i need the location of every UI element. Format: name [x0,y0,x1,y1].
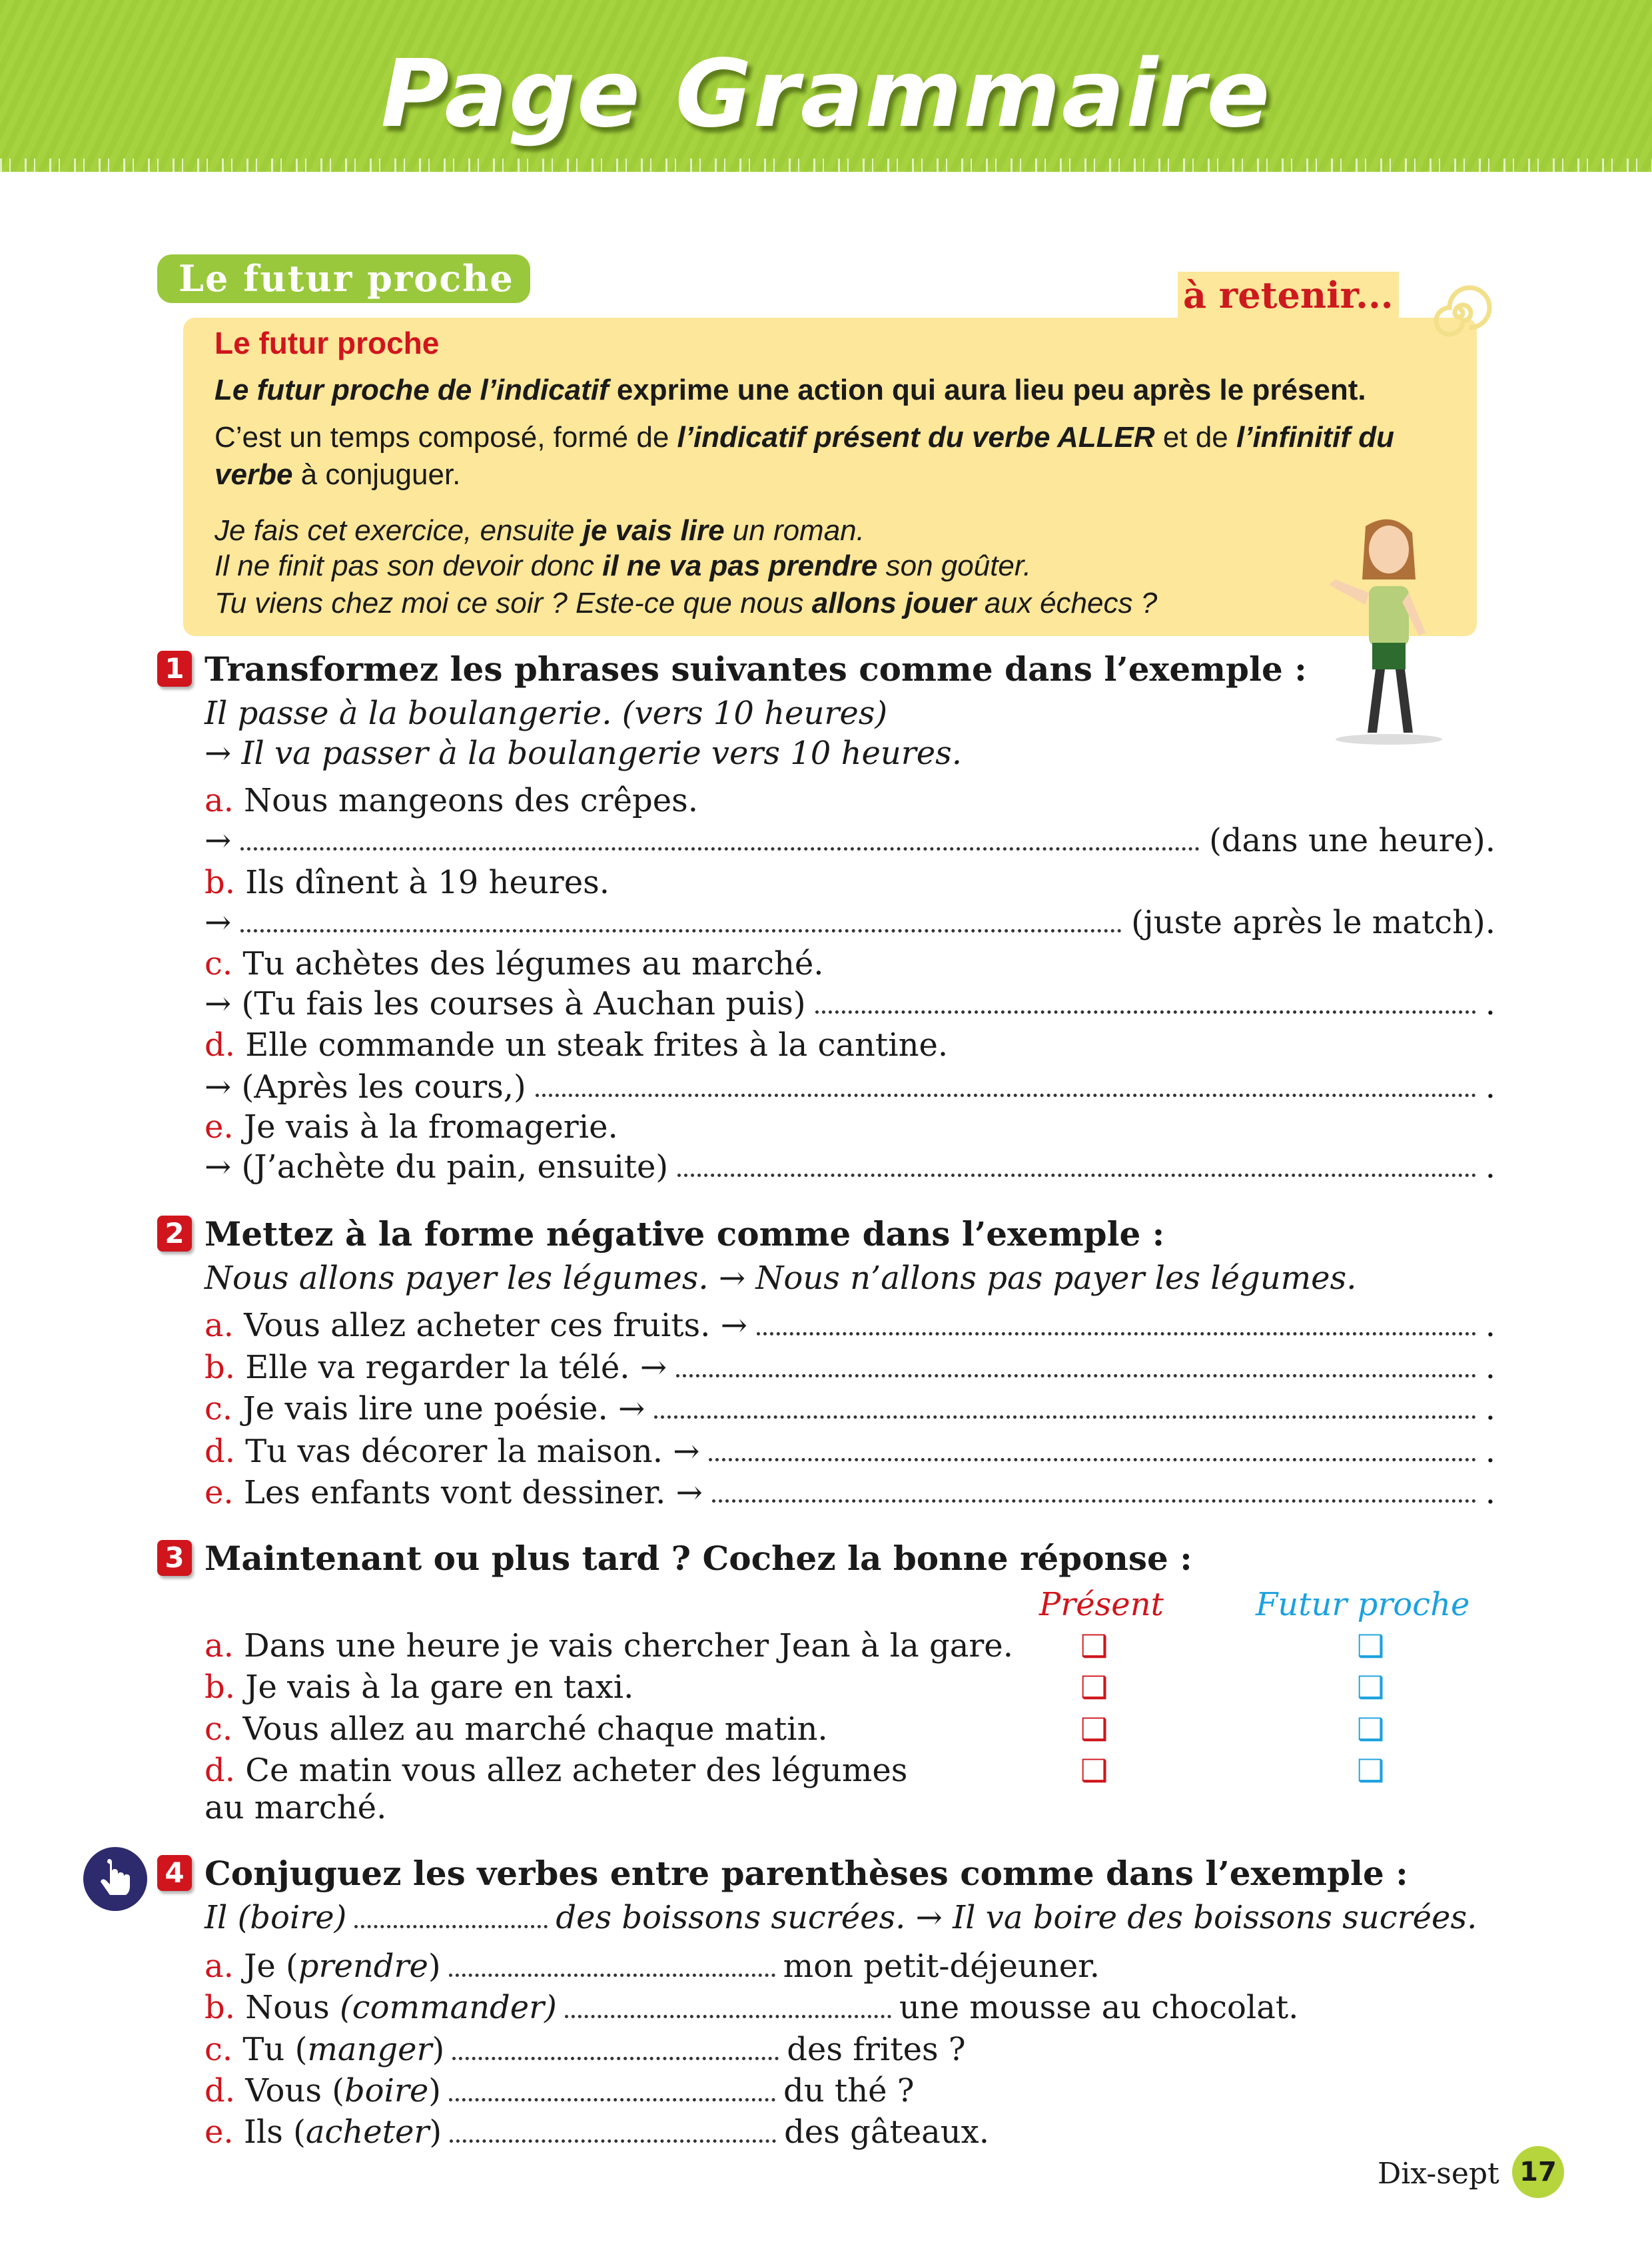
text-bold: verbe [214,458,293,491]
arrow-icon: → [205,1068,232,1106]
item-text: Ils dînent à 19 heures. [245,864,610,901]
item-letter: b. [205,864,235,901]
answer-blank[interactable] [450,2139,776,2143]
item-text: Je vais lire une poésie. → [242,1390,645,1427]
answer-end: . [1485,1474,1495,1511]
item-rest: des gâteaux. [784,2113,989,2151]
item-rest: du thé ? [783,2072,915,2109]
text: son goûter. [877,550,1032,582]
example-subject: Il (boire) [205,1899,347,1936]
text: Tu viens chez moi ce soir ? Este-ce que nous [214,587,812,619]
exercise-1-answer-e [205,1147,1495,1187]
answer-blank[interactable] [449,1974,775,1977]
item-text: Tu achètes des légumes au marché. [242,945,824,982]
text: Il ne finit pas son devoir donc [214,550,603,582]
answer-suffix: . [1485,985,1495,1022]
item-text: Les enfants vont dessiner. → [243,1474,703,1511]
answer-blank[interactable] [654,1415,1475,1419]
rule-formation-line1 [214,420,1394,456]
item-letter: d. [205,1433,235,1470]
answer-suffix: (juste après le match). [1131,904,1495,941]
arrow-icon: → [205,904,232,941]
text-bold: l’infinitif du [1236,421,1395,454]
arrow-icon: → [205,1148,232,1186]
page-title: Page Grammaire [380,40,1272,149]
rule-definition-text: exprime une action qui aura lieu peu après le présent. [608,374,1366,406]
item-letter: a. [205,1627,234,1665]
exercise-4-example [205,1898,1477,1938]
arrow-icon: → [205,822,232,859]
exercise-3-item-d-continued: au marché. [205,1789,387,1826]
item-subject: Nous [245,1989,340,2026]
item-text: Vous allez acheter ces fruits. → [244,1307,747,1344]
text-bold: il ne va pas prendre [602,550,878,582]
item-letter: e. [205,2113,234,2151]
item-letter: e. [205,1474,234,1511]
exercise-number-3: 3 [157,1540,192,1576]
answer-suffix: . [1485,1148,1495,1186]
item-text: Tu vas décorer la maison. → [245,1433,700,1470]
item-subject: Tu ( [242,2031,308,2068]
text: et de [1154,421,1236,454]
exercise-3-item-d [205,1750,907,1790]
item-paren: ) [429,2113,442,2151]
text-bold: l’indicatif présent du verbe ALLER [677,421,1155,454]
example-blank [354,1925,548,1928]
exercise-1-item-b [205,863,610,903]
exercise-3-item-b [205,1667,633,1707]
exercise-number-2: 2 [157,1216,192,1252]
exercise-4-item-a [205,1946,1100,1986]
exercise-1-item-a [205,781,698,821]
item-letter: a. [205,1307,234,1344]
checkbox-futur-d[interactable]: ❑ [1357,1752,1385,1788]
answer-prefix: (Tu fais les courses à Auchan puis) [241,985,806,1022]
checkbox-present-d[interactable]: ❑ [1080,1752,1108,1788]
exercise-2-item-a [205,1306,1495,1345]
item-letter: b. [205,1349,235,1386]
exercise-1-answer-c [205,984,1495,1024]
answer-suffix: . [1485,1068,1495,1106]
item-paren: ) [432,2031,445,2068]
item-letter: d. [205,2072,235,2109]
exercise-4-title: Conjuguez les verbes entre parenthèses comme dans l’exemple : [205,1854,1408,1893]
text: C’est un temps composé, formé de [214,421,677,454]
answer-end: . [1485,1390,1495,1427]
item-letter: a. [205,782,234,819]
item-verb: boire [344,2072,429,2109]
item-letter: c. [205,945,233,982]
checkbox-futur-b[interactable]: ❑ [1357,1669,1385,1705]
rule-title: Le futur proche [214,326,440,360]
checkbox-present-b[interactable]: ❑ [1080,1669,1108,1705]
exercise-2-title: Mettez à la forme négative comme dans l’exemple : [205,1214,1165,1254]
answer-prefix: (J’achète du pain, ensuite) [241,1148,669,1186]
exercise-2-item-b [205,1347,1495,1387]
text-bold: allons jouer [811,587,977,619]
item-letter: c. [205,1710,233,1748]
item-subject: Je ( [244,1948,298,1985]
item-letter: c. [205,2031,233,2068]
exercise-1-item-e [205,1107,618,1147]
example-rest: des boissons sucrées. → Il va boire des boissons sucrées. [556,1899,1477,1936]
section-title: Le futur proche [157,254,530,303]
exercise-1-answer-b [205,903,1495,942]
answer-blank[interactable] [449,2098,775,2101]
answer-blank[interactable] [712,1499,1476,1503]
answer-suffix: (dans une heure). [1209,822,1495,859]
exercise-1-item-d [205,1025,948,1065]
retenir-label: à retenir... [1178,272,1399,318]
text: aux échecs ? [976,587,1158,619]
item-letter: c. [205,1390,233,1427]
hand-pointer-icon [83,1847,147,1911]
exercise-1-answer-d [205,1067,1495,1107]
column-header-present: Présent [1039,1586,1164,1623]
item-paren: ) [428,1948,441,1985]
exercise-number-4: 4 [157,1855,192,1891]
exercise-2-item-e [205,1473,1495,1513]
item-rest: une mousse au chocolat. [899,1989,1299,2026]
item-text: Dans une heure je vais chercher Jean à la gare. [244,1627,1013,1665]
banner-grunge-edge [0,159,1652,175]
item-subject: Ils ( [243,2113,306,2151]
answer-blank[interactable] [565,2015,891,2018]
answer-blank[interactable] [677,1174,1476,1177]
checkbox-present-c[interactable]: ❑ [1080,1711,1108,1747]
answer-blank[interactable] [815,1010,1476,1014]
column-header-futur-proche: Futur proche [1256,1586,1470,1623]
exercise-3-item-a [205,1626,1013,1666]
rule-example-1 [214,513,865,549]
exercise-1-title: Transformez les phrases suivantes comme dans l’exemple : [205,649,1307,689]
item-text: Vous allez au marché chaque matin. [242,1710,828,1748]
exercise-2-item-d [205,1431,1495,1471]
item-verb: manger [307,2031,432,2068]
answer-blank[interactable] [240,929,1122,933]
exercise-3-title: Maintenant ou plus tard ? Cochez la bonne réponse : [205,1539,1192,1578]
checkbox-futur-c[interactable]: ❑ [1357,1711,1385,1747]
answer-end: . [1485,1433,1495,1470]
item-letter: a. [205,1948,234,1985]
item-verb: (commander) [339,1989,557,2026]
page-number-badge: 17 [1512,2146,1564,2198]
girl-illustration [1326,513,1452,746]
exercise-4-item-b [205,1988,1298,2028]
item-letter: d. [205,1026,235,1064]
item-rest: des frites ? [787,2031,966,2068]
exercise-4-item-c [205,2030,966,2069]
text: Je fais cet exercice, ensuite [214,514,583,547]
answer-end: . [1485,1349,1495,1386]
exercise-number-1: 1 [157,651,192,687]
text: un roman. [724,514,865,547]
answer-blank[interactable] [536,1094,1476,1097]
answer-blank[interactable] [709,1458,1475,1461]
item-rest: mon petit-déjeuner. [783,1948,1100,1985]
checkbox-present-a[interactable]: ❑ [1080,1628,1108,1664]
item-verb: acheter [305,2113,430,2151]
answer-end: . [1485,1307,1495,1344]
text-bold: je vais lire [582,514,725,547]
exercise-1-answer-a [205,821,1495,861]
checkbox-futur-a[interactable]: ❑ [1357,1628,1385,1664]
answer-blank[interactable] [452,2057,779,2060]
rule-formation-line2 [214,457,460,493]
exercise-2-example: Nous allons payer les légumes. → Nous n’allons pas payer les légumes. [205,1260,1357,1297]
rule-definition [214,372,1366,408]
rule-example-3 [214,585,1157,621]
exercise-3-item-c [205,1709,828,1749]
page-number-word: Dix-sept [1378,2157,1499,2191]
item-text: Je vais à la fromagerie. [243,1108,618,1146]
item-verb: prendre [298,1948,428,1985]
item-subject: Vous ( [245,2072,344,2109]
exercise-1-example: Il passe à la boulangerie. (vers 10 heures) [205,695,888,732]
exercise-4-item-e [205,2112,989,2152]
exercise-1-item-c [205,944,824,984]
item-text: Je vais à la gare en taxi. [245,1669,634,1706]
answer-blank[interactable] [240,847,1200,851]
exercise-4-item-d [205,2071,915,2111]
item-paren: ) [428,2072,441,2109]
spiral-icon [1426,280,1492,346]
item-text: Elle commande un steak frites à la cantine. [245,1026,949,1064]
answer-blank[interactable] [757,1332,1476,1335]
exercise-2-item-c [205,1389,1495,1429]
rule-term: Le futur proche de l’indicatif [214,374,609,406]
exercise-1-example-answer: → Il va passer à la boulangerie vers 10 heures. [205,735,963,772]
item-letter: b. [205,1669,235,1706]
answer-prefix: (Après les cours,) [241,1068,526,1106]
item-text: Nous mangeons des crêpes. [244,782,699,819]
item-letter: d. [205,1752,235,1789]
arrow-icon: → [205,985,232,1022]
item-letter: e. [205,1108,234,1146]
text: à conjuguer. [292,458,461,491]
item-letter: b. [205,1989,235,2026]
item-text: Ce matin vous allez acheter des légumes [245,1752,908,1789]
answer-blank[interactable] [676,1374,1476,1377]
rule-example-2 [214,548,1031,584]
item-text: Elle va regarder la télé. → [245,1349,667,1386]
